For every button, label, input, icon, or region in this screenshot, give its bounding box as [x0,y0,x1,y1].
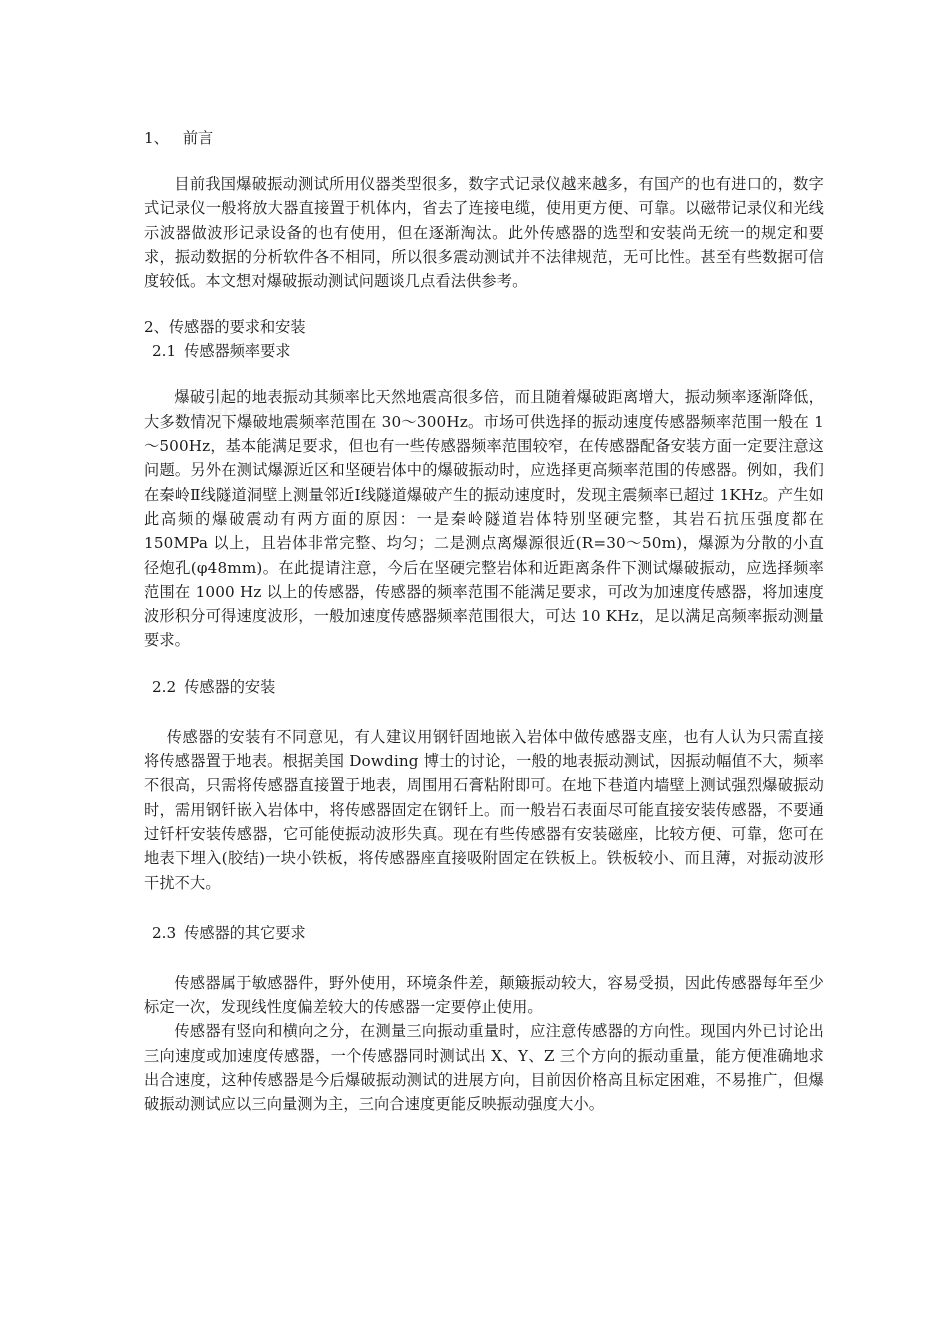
subsection-title: 传感器频率要求 [184,342,291,361]
watermark [172,387,280,431]
calibration-paragraph: 传感器属于敏感器件，野外使用，环境条件差，颠簸振动较大，容易受损，因此传感器每年至少标定一次，发现线性度偏差较大的传感器一定要停止使用。 [144,973,824,1017]
subsection-title: 传感器的其它要求 [184,923,306,942]
installation-paragraph: 传感器的安装有不同意见，有人建议用钢钎固地嵌入岩体中做传感器支座，也有人认为只需直接将传感器置于地表。根据美国 Dowding 博士的讨论，一般的地表振动测试，因振动幅值不大，频率不很高，只需将传感器直接置于地表，周围用石膏粘附即可。在地下巷道内墙壁上测试强烈爆破振动时，需用钢钎嵌入岩体中，将传感器固定在钢钎上。而一般岩石表面尽可能直接安装传感器，不要通过钎杆安装传感器，它可能使振动波形失真。现在有些传感器有安装磁座，比较方便、可靠，您可在地表下埋入(胶结)一块小铁板，将传感器座直接吸附固定在铁板上。铁板较小、而且薄，对振动波形干扰不大。 [144,727,824,892]
subsection-heading-2-1 [144,339,824,363]
triaxial-paragraph: 传感器有竖向和横向之分，在测量三向振动重量时，应注意传感器的方向性。现国内外已讨论出三向速度或加速度传感器，一个传感器同时测试出 X、Y、Z 三个方向的振动重量，能方便准确地求出合速度，这种传感器是今后爆破振动测试的进展方向，目前因价格高且标定困难，不易推广，但爆破振动测试应以三向量测为主，三向合速度更能反映振动强度大小。 [144,1022,824,1114]
subsection-number: 2.2 [152,677,177,696]
subsection-number: 2.3 [152,923,177,942]
frequency-paragraph: 爆破引起的地表振动其频率比天然地震高很多倍，而且随着爆破距离增大，振动频率逐渐降低，大多数情况下爆破地震频率范围在 30～300Hz。市场可供选择的振动速度传感器频率范围一般在 1～500Hz，基本能满足要求，但也有一些传感器频率范围较窄，在传感器配备安装方面一定要注意这问题。另外在测试爆源近区和坚硬岩体中的爆破振动时，应选择更高频率范围的传感器。例如，我们在秦岭Ⅱ线隧道洞壁上测量邻近Ⅰ线隧道爆破产生的振动速度时，发现主震频率已超过 1KHz。产生如此高频的爆破震动有两方面的原因：一是秦岭隧道岩体特别坚硬完整，其岩石抗压强度都在 150MPa 以上，且岩体非常完整、均匀；二是测点离爆源很近(R=30～50m)，爆源为分散的小直径炮孔(φ48mm)。在此提请注意，今后在坚硬完整岩体和近距离条件下测试爆破振动，应选择频率范围在 1000 Hz 以上的传感器，传感器的频率范围不能满足要求，可改为加速度传感器，将加速度波形积分可得速度波形，一般加速度传感器频率范围很大，可达 10 KHz，足以满足高频率振动测量要求。 [144,388,824,650]
section-heading-sensors: 2、传感器的要求和安装 [144,318,306,337]
subsection-heading-2-3 [144,921,824,945]
section-heading-intro [144,126,824,150]
document-body [144,126,824,1117]
intro-paragraph: 目前我国爆破振动测试所用仪器类型很多，数字式记录仪越来越多，有国产的也有进口的，数字式记录仪一般将放大器直接置于机体内，省去了连接电缆，使用更方便、可靠。以磁带记录仪和光线示波器做波形记录设备的也有使用，但在逐渐淘汰。此外传感器的选型和安装尚无统一的规定和要求，振动数据的分析软件各不相同，所以很多震动测试并不法律规范，无可比性。甚至有些数据可信度较低。本文想对爆破振动测试问题谈几点看法供参考。 [144,175,824,291]
subsection-heading-2-2 [144,675,824,699]
section-number: 1、 [144,129,169,147]
section-title: 前言 [182,129,214,147]
subsection-title: 传感器的安装 [184,677,276,696]
subsection-number: 2.1 [152,342,177,361]
